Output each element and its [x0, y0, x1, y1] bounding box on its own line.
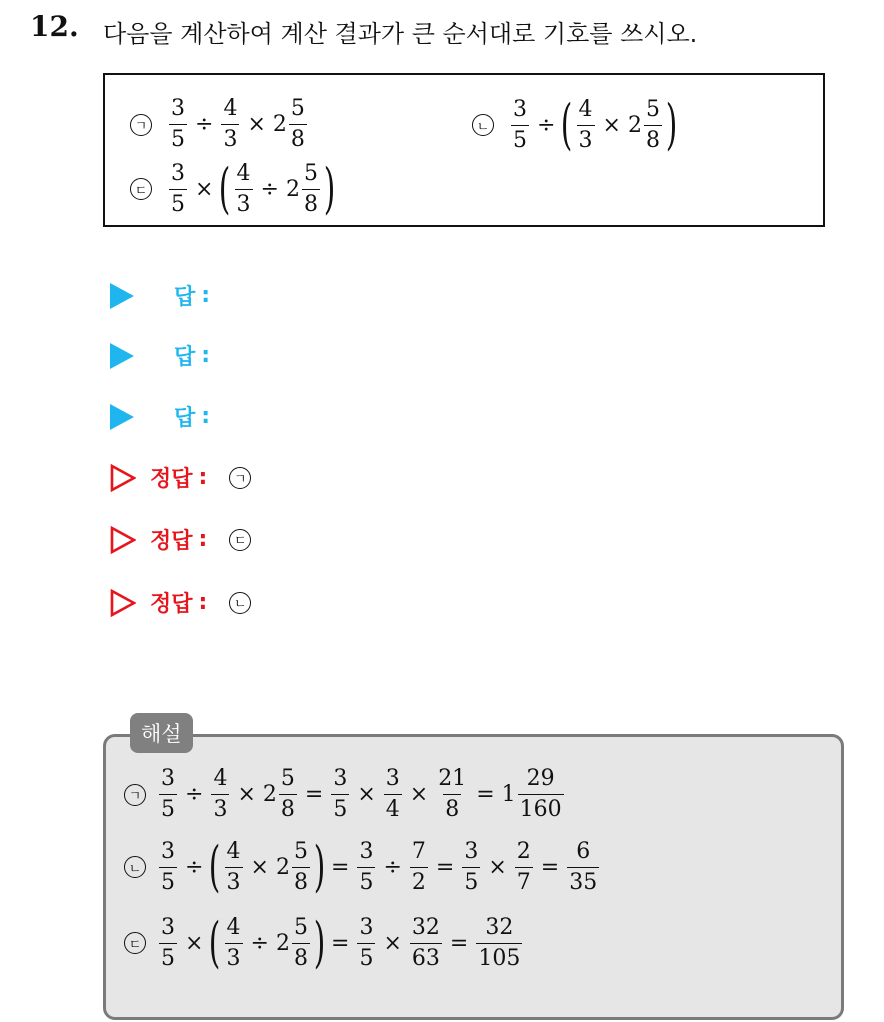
answer-row-blank: 답 : — [110, 340, 210, 371]
symbol-c: ㄷ — [124, 932, 146, 954]
symbol-c: ㄷ — [130, 178, 152, 200]
correct-answer-row: 정답 : ㄱ — [110, 462, 265, 493]
play-outline-icon — [110, 526, 136, 554]
play-icon — [110, 404, 134, 430]
problem-a: ㄱ $\frac{3}{5}$ ÷ $\frac{4}{3}$ × 2 $\frac{5}{8}$ — [130, 98, 310, 151]
question-text: 다음을 계산하여 계산 결과가 큰 순서대로 기호를 쓰시오. — [103, 20, 698, 48]
play-icon — [110, 283, 134, 309]
fraction: $\frac{3}{5}$ — [171, 96, 185, 152]
answer-row-blank: 답 : — [110, 280, 210, 311]
symbol-b: ㄴ — [124, 856, 146, 878]
symbol-a: ㄱ — [124, 784, 146, 806]
solution-tag: 해설 — [130, 713, 193, 753]
fraction: $\frac{3}{5}$ — [171, 160, 185, 217]
symbol-b: ㄴ — [472, 114, 494, 136]
solution-line-c: ㄷ $\frac{3}{5}$ × ( $\frac{4}{3}$ ÷ 2 $\frac{5}{8}$ ) = $\frac{3}{5}$ × $\frac{32}{63}$ = $\frac{32}{105}$ — [124, 916, 525, 970]
play-outline-icon — [110, 464, 136, 492]
fraction: $\frac{5}{8}$ — [290, 96, 305, 152]
correct-answer-row: 정답 : ㄴ — [110, 587, 265, 618]
play-icon — [110, 343, 134, 369]
fraction: $\frac{4}{3}$ — [578, 96, 593, 153]
answer-value: ㄱ — [229, 467, 251, 489]
answer-value: ㄴ — [229, 592, 251, 614]
answer-value: ㄷ — [229, 529, 251, 551]
fraction: $\frac{3}{5}$ — [513, 96, 527, 153]
solution-line-b: ㄴ $\frac{3}{5}$ ÷ ( $\frac{4}{3}$ × 2 $\frac{5}{8}$ ) = $\frac{3}{5}$ ÷ $\frac{7}{2}$ = $\frac{3}{5}$ × $\frac{2}{7}$ = $\frac{6}{35}$ — [124, 840, 602, 894]
fraction: $\frac{4}{3}$ — [236, 160, 251, 217]
solution-line-a: ㄱ $\frac{3}{5}$ ÷ $\frac{4}{3}$ × 2 $\frac{5}{8}$ = $\frac{3}{5}$ × $\frac{3}{4}$ × $\frac{21}{8}$ = 1 $\frac{29}{160}$ — [124, 768, 567, 821]
correct-answer-row: 정답 : ㄷ — [110, 524, 265, 555]
problem-c: ㄷ $\frac{3}{5}$ × ( $\frac{4}{3}$ ÷ 2 $\frac{5}{8}$ ) — [130, 162, 336, 216]
symbol-a: ㄱ — [130, 114, 152, 136]
play-outline-icon — [110, 589, 136, 617]
question-number: 12. — [30, 10, 79, 43]
fraction: $\frac{4}{3}$ — [223, 96, 238, 152]
fraction: $\frac{5}{8}$ — [645, 96, 660, 153]
answer-row-blank: 답 : — [110, 401, 210, 432]
fraction: $\frac{5}{8}$ — [303, 160, 318, 217]
problem-b: ㄴ $\frac{3}{5}$ ÷ ( $\frac{4}{3}$ × 2 $\frac{5}{8}$ ) — [472, 98, 678, 152]
